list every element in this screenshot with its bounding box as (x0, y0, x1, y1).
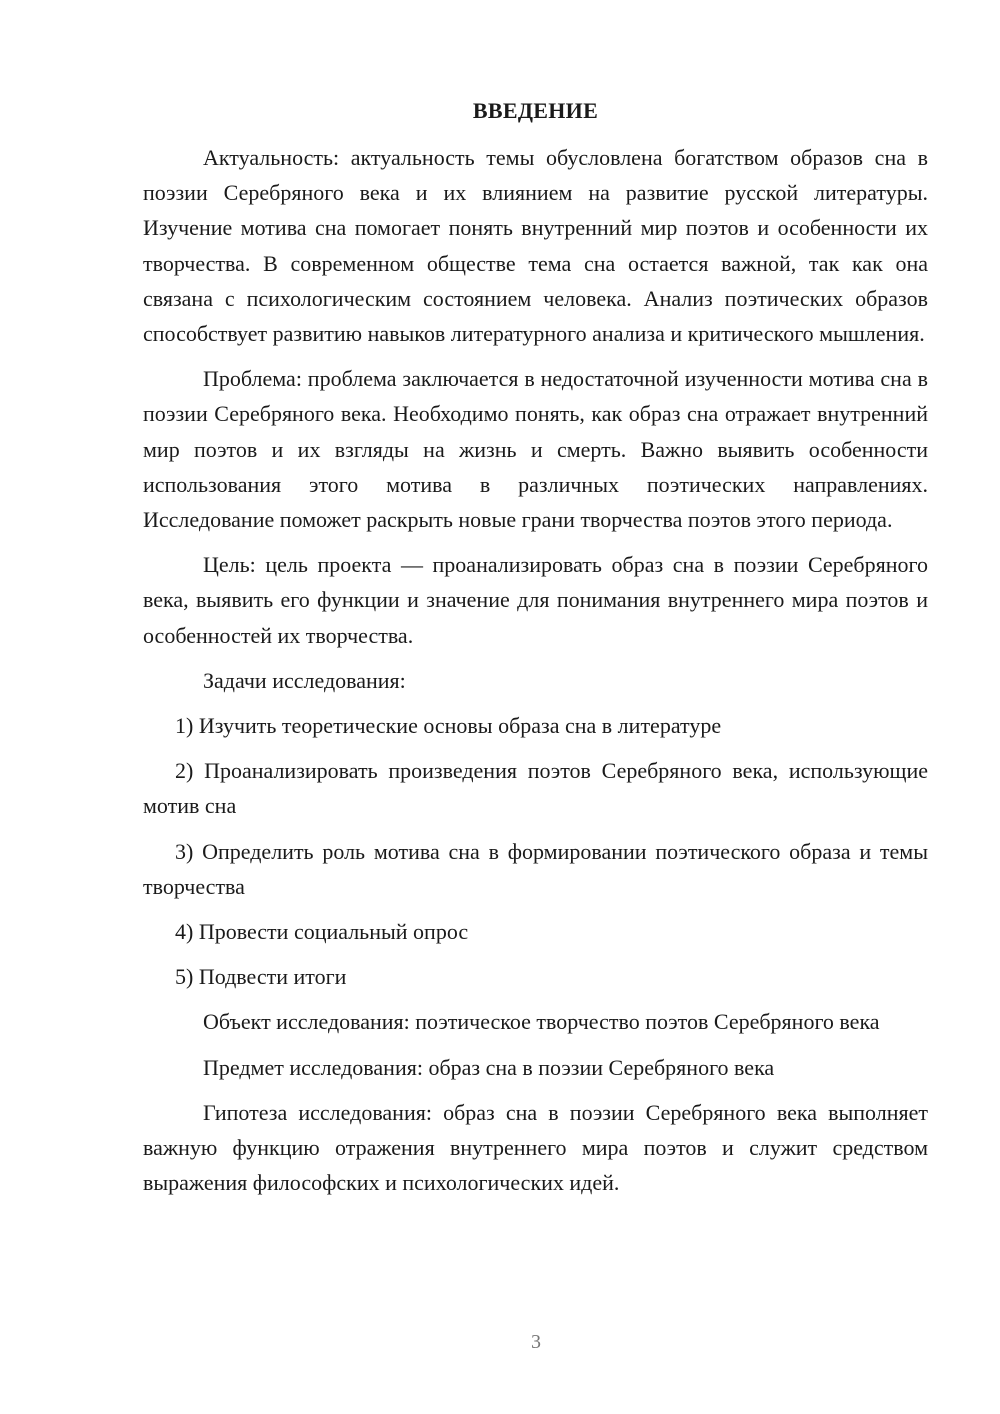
subject-paragraph: Предмет исследования: образ сна в поэзии Серебряного века (203, 1054, 775, 1080)
tasks-heading: Задачи исследования: (203, 667, 406, 693)
task-item-3: 3) Определить роль мотива сна в формировании поэтического образа и темы творчества (143, 838, 928, 899)
problem-paragraph: Проблема: проблема заключается в недостаточной изученности мотива сна в поэзии Серебряного века. Необходимо понять, как образ сна отражает внутренний мир поэтов и их взгляды на жизнь и смерть. Важно выявить особенности использования этого мотива в различных поэтических направлениях. Исследование поможет раскрыть новые грани творчества поэтов этого периода. (143, 366, 928, 533)
object-paragraph: Объект исследования: поэтическое творчество поэтов Серебряного века (203, 1009, 880, 1035)
task-item-1: 1) Изучить теоретические основы образа сна в литературе (175, 713, 722, 739)
page-number: 3 (531, 1331, 541, 1353)
relevance-paragraph: Актуальность: актуальность темы обусловлена богатством образов сна в поэзии Серебряного века и их влиянием на развитие русской литературы. Изучение мотива сна помогает понять внутренний мир поэтов и особенности их творчества. В современном обществе тема сна остается важной, так как она связана с психологическим состоянием человека. Анализ поэтических образов способствует развитию навыков литературного анализа и критического мышления. (143, 145, 928, 347)
section-heading: ВВЕДЕНИЕ (472, 98, 599, 123)
document-page (143, 93, 928, 1210)
task-item-4: 4) Провести социальный опрос (175, 919, 469, 945)
task-item-2: 2) Проанализировать произведения поэтов Серебряного века, использующие мотив сна (143, 758, 928, 819)
goal-paragraph: Цель: цель проекта — проанализировать образ сна в поэзии Серебряного века, выявить его функции и значение для понимания внутреннего мира поэтов и особенностей их творчества. (143, 552, 928, 648)
task-item-5: 5) Подвести итоги (175, 964, 347, 990)
hypothesis-paragraph: Гипотеза исследования: образ сна в поэзии Серебряного века выполняет важную функцию отражения внутреннего мира поэтов и служит средством выражения философских и психологических идей. (143, 1099, 928, 1196)
